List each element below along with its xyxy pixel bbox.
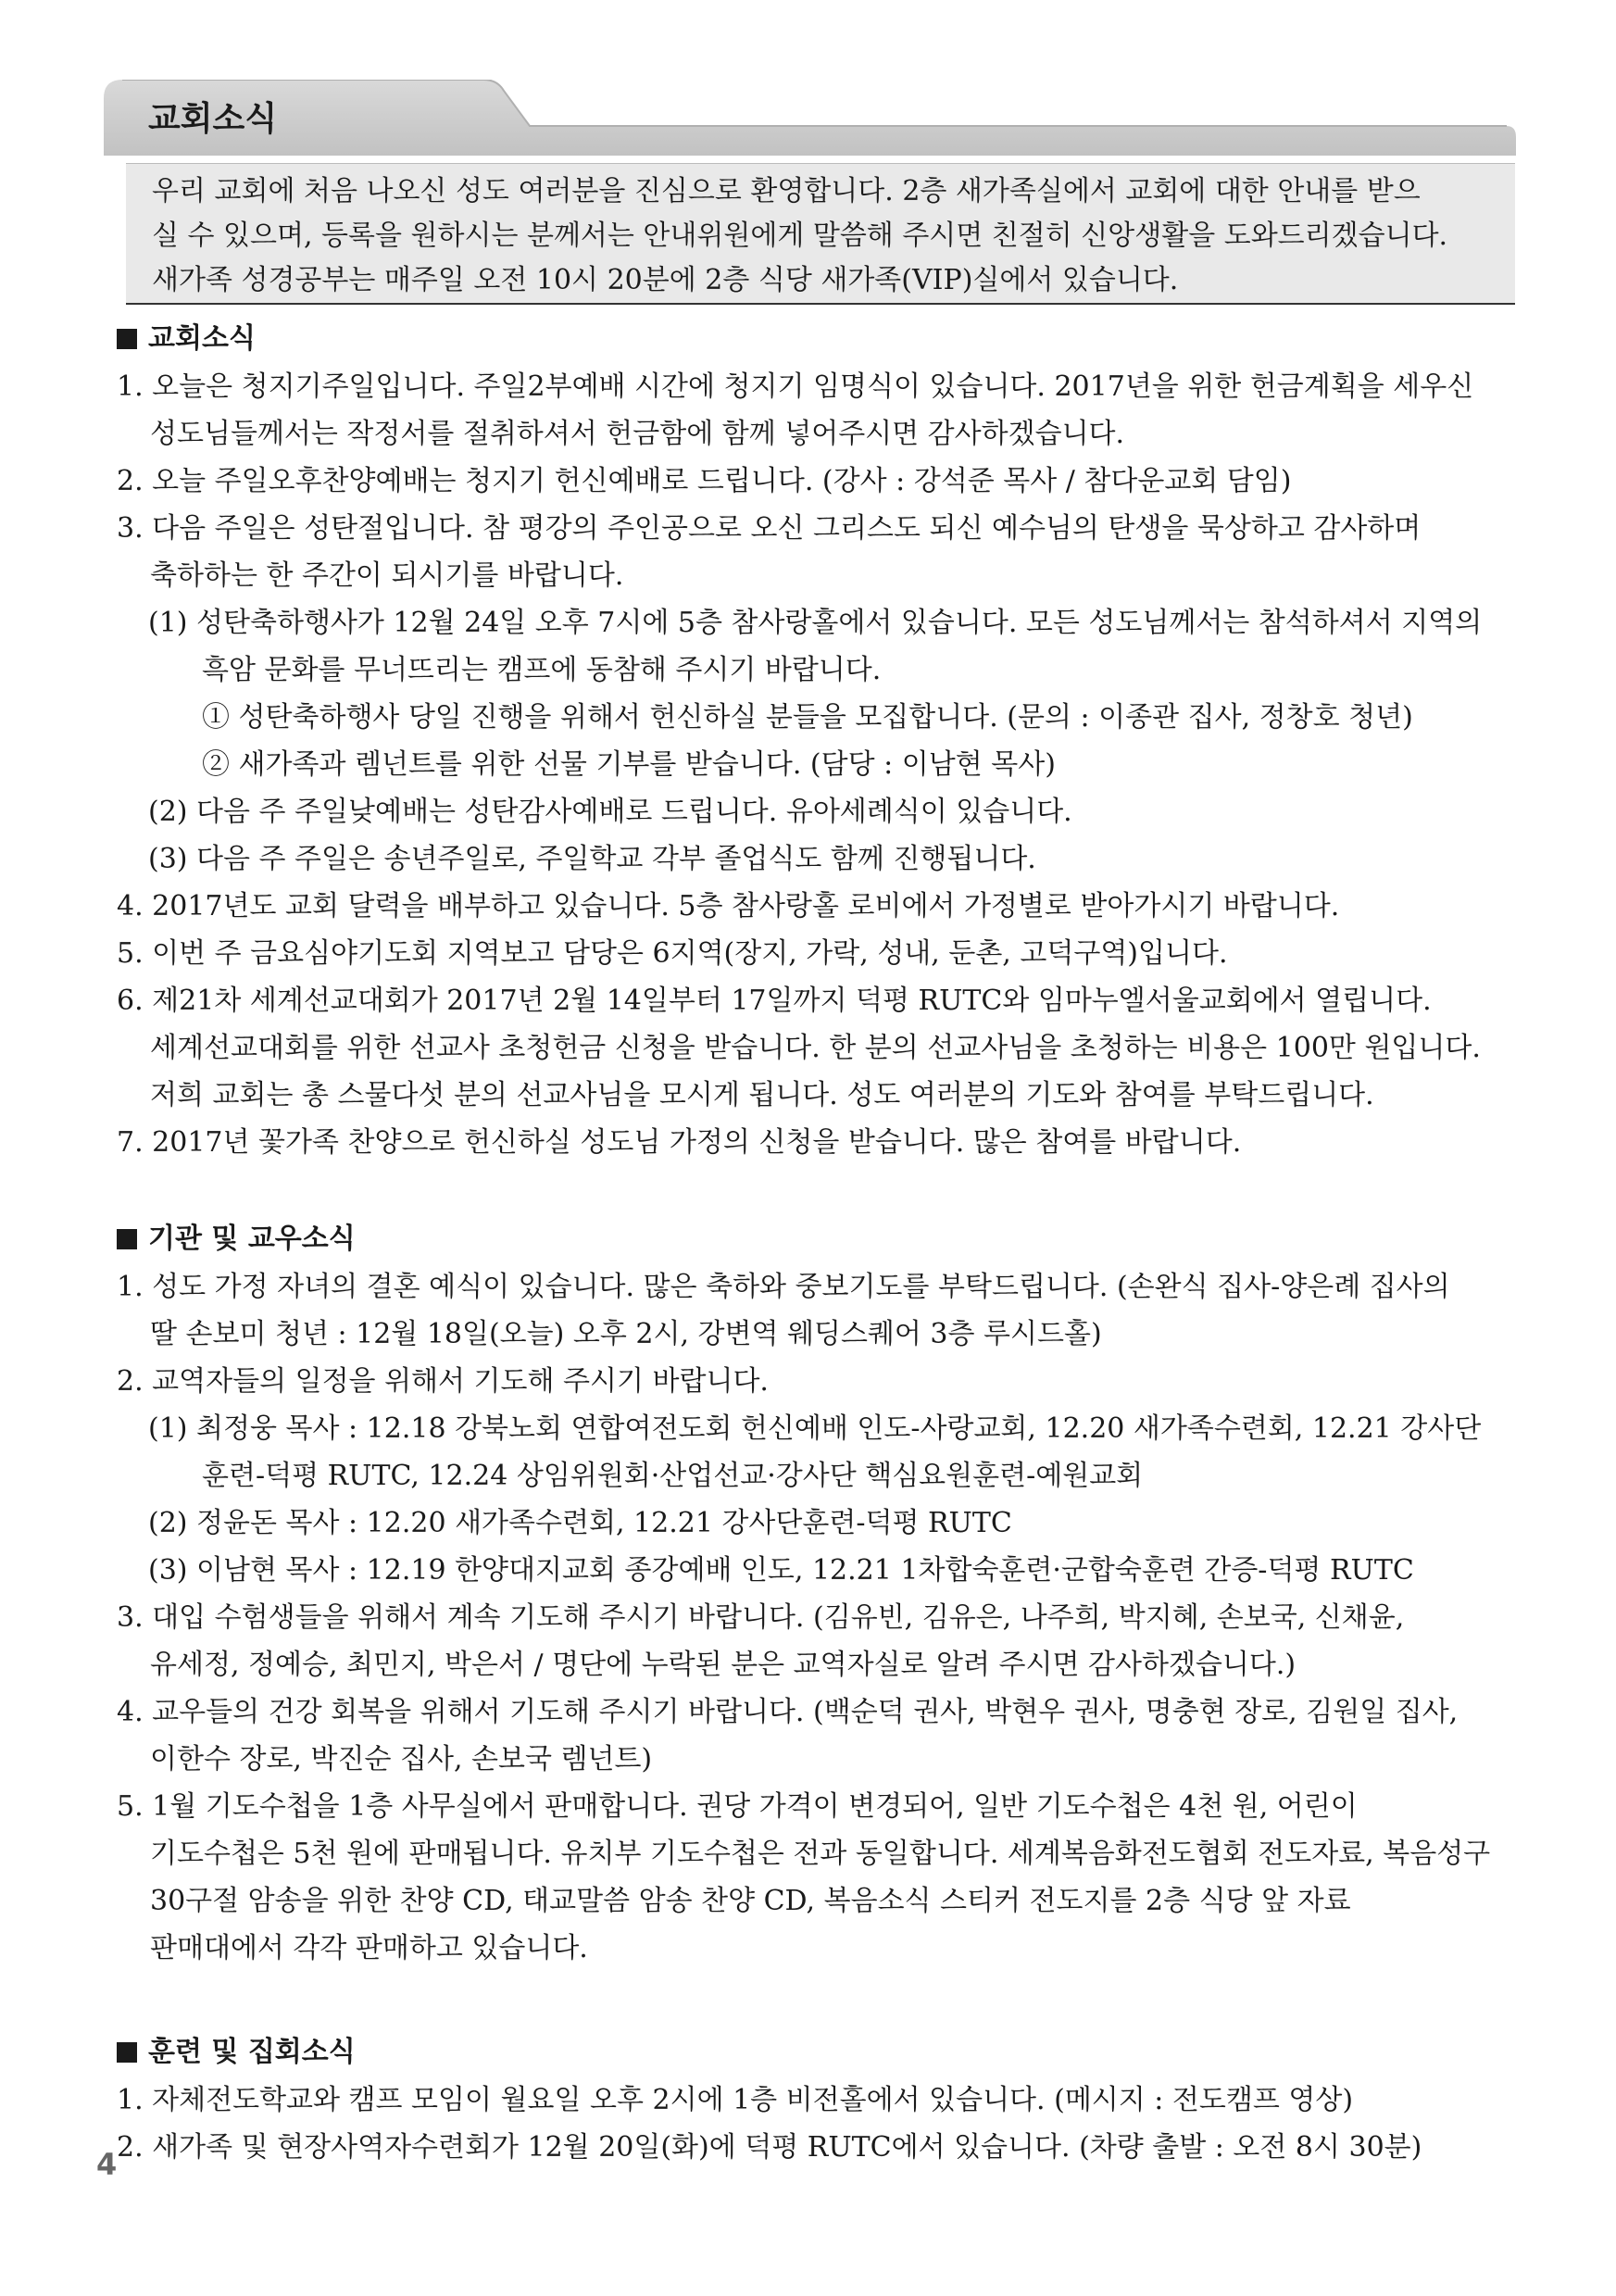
- news-line: 7. 2017년 꽃가족 찬양으로 헌신하실 성도님 가정의 신청을 받습니다. 많은 참여를 바랍니다.: [117, 1126, 1242, 1159]
- news-line: 6. 제21차 세계선교대회가 2017년 2월 14일부터 17일까지 덕평 RUTC와 임마누엘서울교회에서 열립니다.: [117, 985, 1432, 1017]
- news-line: 5. 이번 주 금요심야기도회 지역보고 담당은 6지역(장지, 가락, 성내, 둔촌, 고덕구역)입니다.: [117, 937, 1228, 970]
- news-line: 딸 손보미 청년 : 12월 18일(오늘) 오후 2시, 강변역 웨딩스퀘어 3층 루시드홀): [150, 1318, 1102, 1350]
- section-heading: [117, 2028, 1524, 2076]
- news-line: 1. 자체전도학교와 캠프 모임이 월요일 오후 2시에 1층 비전홀에서 있습니다. (메시지 : 전도캠프 영상): [117, 2084, 1354, 2116]
- news-line: 1. 오늘은 청지기주일입니다. 주일2부예배 시간에 청지기 임명식이 있습니다. 2017년을 위한 헌금계획을 세우신: [117, 370, 1474, 403]
- church-news-section: [117, 315, 1524, 1166]
- welcome-line: 실 수 있으며, 등록을 원하시는 분께서는 안내위원에게 말씀해 주시면 친절히 신앙생활을 도와드리겠습니다.: [152, 220, 1448, 252]
- training-news-section: [117, 2028, 1524, 2171]
- news-line: (2) 정윤돈 목사 : 12.20 새가족수련회, 12.21 강사단훈련-덕평 RUTC: [148, 1507, 1012, 1539]
- news-line: 판매대에서 각각 판매하고 있습니다.: [150, 1932, 588, 1964]
- news-line: (2) 다음 주 주일낮예배는 성탄감사예배로 드립니다. 유아세례식이 있습니다.: [148, 796, 1072, 828]
- news-line: 흑암 문화를 무너뜨리는 캠프에 동참해 주시기 바랍니다.: [202, 654, 882, 686]
- square-bullet-icon: [117, 1229, 137, 1249]
- news-line: 2. 교역자들의 일정을 위해서 기도해 주시기 바랍니다.: [117, 1365, 769, 1398]
- news-line: (3) 다음 주 주일은 송년주일로, 주일학교 각부 졸업식도 함께 진행됩니다.: [148, 843, 1036, 875]
- news-line: 2. 새가족 및 현장사역자수련회가 12월 20일(화)에 덕평 RUTC에서 있습니다. (차량 출발 : 오전 8시 30분): [117, 2131, 1422, 2164]
- news-line: 훈련-덕평 RUTC, 12.24 상임위원회·산업선교·강사단 핵심요원훈련-예원교회: [202, 1460, 1144, 1492]
- news-line: 3. 대입 수험생들을 위해서 계속 기도해 주시기 바랍니다. (김유빈, 김유은, 나주희, 박지혜, 손보국, 신채윤,: [117, 1601, 1405, 1634]
- welcome-line: 새가족 성경공부는 매주일 오전 10시 20분에 2층 식당 새가족(VIP)실에서 있습니다.: [152, 264, 1179, 296]
- news-line: 성도님들께서는 작정서를 절취하셔서 헌금함에 함께 넣어주시면 감사하겠습니다.: [150, 418, 1125, 450]
- square-bullet-icon: [117, 2042, 137, 2063]
- square-bullet-icon: [117, 329, 137, 349]
- news-line: 기도수첩은 5천 원에 판매됩니다. 유치부 기도수첩은 전과 동일합니다. 세계복음화전도협회 전도자료, 복음성구: [150, 1838, 1491, 1870]
- header-tab-shape: [104, 80, 1516, 156]
- news-line: (3) 이남현 목사 : 12.19 한양대지교회 종강예배 인도, 12.21 1차합숙훈련·군합숙훈련 간증-덕평 RUTC: [148, 1554, 1414, 1587]
- section-heading: [117, 315, 1524, 363]
- news-line: ② 새가족과 렘넌트를 위한 선물 기부를 받습니다. (담당 : 이남현 목사): [202, 748, 1056, 781]
- news-line: 1. 성도 가정 자녀의 결혼 예식이 있습니다. 많은 축하와 중보기도를 부탁드립니다. (손완식 집사-양은례 집사의: [117, 1271, 1450, 1303]
- news-line: 유세정, 정예승, 최민지, 박은서 / 명단에 누락된 분은 교역자실로 알려 주시면 감사하겠습니다.): [150, 1649, 1297, 1681]
- news-line: (1) 최정웅 목사 : 12.18 강북노회 연합여전도회 헌신예배 인도-사랑교회, 12.20 새가족수련회, 12.21 강사단: [148, 1412, 1482, 1445]
- section-heading-text: 교회소식: [148, 322, 256, 355]
- news-line: 4. 교우들의 건강 회복을 위해서 기도해 주시기 바랍니다. (백순덕 권사, 박현우 권사, 명충현 장로, 김원일 집사,: [117, 1696, 1459, 1728]
- news-line: 축하하는 한 주간이 되시기를 바랍니다.: [150, 559, 624, 592]
- page-number: 4: [96, 2147, 118, 2182]
- news-line: 3. 다음 주일은 성탄절입니다. 참 평강의 주인공으로 오신 그리스도 되신 예수님의 탄생을 묵상하고 감사하며: [117, 512, 1422, 545]
- welcome-line: 우리 교회에 처음 나오신 성도 여러분을 진심으로 환영합니다. 2층 새가족실에서 교회에 대한 안내를 받으: [152, 175, 1421, 207]
- news-line: 세계선교대회를 위한 선교사 초청헌금 신청을 받습니다. 한 분의 선교사님을 초청하는 비용은 100만 원입니다.: [150, 1032, 1481, 1064]
- news-line: 5. 1월 기도수첩을 1층 사무실에서 판매합니다. 권당 가격이 변경되어, 일반 기도수첩은 4천 원, 어린이: [117, 1790, 1358, 1823]
- welcome-box: [126, 163, 1515, 305]
- news-line: 2. 오늘 주일오후찬양예배는 청지기 헌신예배로 드립니다. (강사 : 강석준 목사 / 참다운교회 담임): [117, 465, 1292, 497]
- news-line: 4. 2017년도 교회 달력을 배부하고 있습니다. 5층 참사랑홀 로비에서 가정별로 받아가시기 바랍니다.: [117, 890, 1340, 922]
- section-heading-text: 기관 및 교우소식: [148, 1223, 356, 1255]
- section-heading-text: 훈련 및 집회소식: [148, 2036, 356, 2068]
- news-line: 저희 교회는 총 스물다섯 분의 선교사님을 모시게 됩니다. 성도 여러분의 기도와 참여를 부탁드립니다.: [150, 1079, 1374, 1111]
- news-line: 30구절 암송을 위한 찬양 CD, 태교말씀 암송 찬양 CD, 복음소식 스티커 전도지를 2층 식당 앞 자료: [150, 1885, 1351, 1917]
- page-title: 교회소식: [148, 100, 278, 138]
- news-line: 이한수 장로, 박진순 집사, 손보국 렘넌트): [150, 1743, 653, 1775]
- news-line: (1) 성탄축하행사가 12월 24일 오후 7시에 5층 참사랑홀에서 있습니다. 모든 성도님께서는 참석하셔서 지역의: [148, 607, 1483, 639]
- section-heading: [117, 1215, 1524, 1263]
- news-line: ① 성탄축하행사 당일 진행을 위해서 헌신하실 분들을 모집합니다. (문의 : 이종관 집사, 정창호 청년): [202, 701, 1413, 734]
- orgs-news-section: [117, 1215, 1524, 1972]
- section-header: [104, 80, 1516, 156]
